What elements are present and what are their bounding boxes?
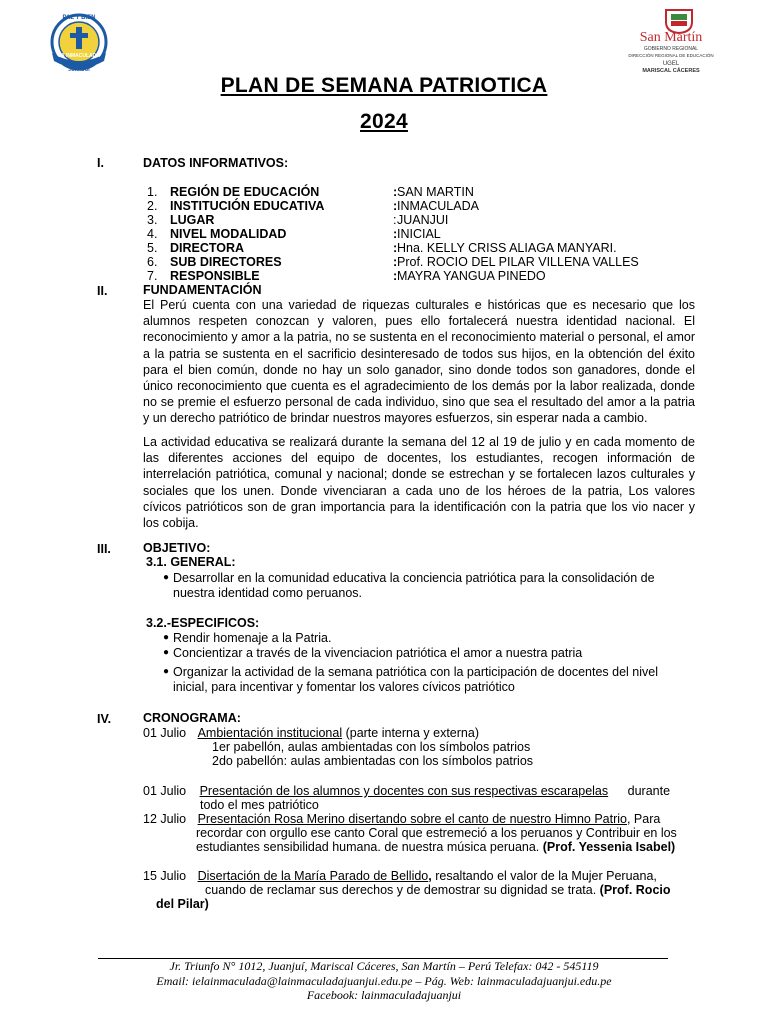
entry-text: cuando de reclamar sus derechos y de demostrar su dignidad se trata. (205, 883, 600, 897)
entry-line: todo el mes patriótico (200, 798, 319, 812)
info-colon: : (393, 227, 398, 241)
entry-text: (parte interna y externa) (342, 726, 479, 740)
schedule-entry-2 (143, 784, 670, 798)
info-label: NIVEL MODALIDAD (170, 227, 287, 241)
entry-responsible-cont: del Pilar) (156, 897, 209, 911)
info-item (147, 213, 687, 227)
info-value: INMACULADA (397, 199, 479, 213)
entry-title: Presentación de los alumnos y docentes con sus respectivas escarapelas (199, 784, 609, 798)
section2-number: II. (97, 284, 108, 298)
section4-heading: CRONOGRAMA: (143, 711, 241, 725)
list-item-text: Organizar la actividad de la semana patriótica con la participación de docentes del nivel inicial, para incentivar y fomentar los valores cívicos patriótico (173, 665, 659, 694)
crest-sub-text: JUANJUI (68, 67, 90, 73)
info-label: DIRECTORA (170, 241, 245, 255)
schedule-entry-4 (143, 869, 657, 883)
info-label: REGIÓN DE EDUCACIÓN (170, 185, 320, 199)
general-list (163, 571, 683, 600)
section3-heading: OBJETIVO: (143, 541, 211, 555)
info-num: 2. (147, 199, 158, 213)
info-label: INSTITUCIÓN EDUCATIVA (170, 199, 325, 213)
region-line1: GOBIERNO REGIONAL (643, 46, 699, 52)
list-item (163, 665, 683, 694)
crest-ribbon-text: LA INMACULADA (58, 53, 100, 59)
entry-sub-line: 1er pabellón, aulas ambientadas con los símbolos patrios (212, 740, 531, 754)
entry-text: estudiantes sensibilidad humana. de nuestra música peruana. (196, 840, 543, 854)
info-list (147, 185, 687, 283)
list-item-text: Desarrollar en la comunidad educativa la conciencia patriótica para la consolidación de nuestra identidad como peruanos. (173, 571, 655, 600)
list-item-text: Concientizar a través de la vivenciacion patriótica el amor a nuestra patria (173, 645, 583, 660)
entry-text: , Para (626, 812, 661, 826)
list-item (163, 571, 683, 600)
school-crest-icon (44, 13, 114, 75)
entry-responsible: (Prof. Yessenia Isabel) (542, 840, 676, 854)
info-colon: : (393, 199, 398, 213)
info-colon: : (393, 269, 398, 283)
footer-email: Email: ielainmaculada@lainmaculadajuanjui.edu.pe – Pág. Web: lainmaculadajuanjui.edu.pe (156, 974, 612, 988)
info-label: SUB DIRECTORES (170, 255, 282, 269)
entry-date: 12 Julio (143, 812, 187, 826)
region-line3: UGEL (662, 61, 680, 67)
entry-date: 15 Julio (143, 869, 187, 883)
fundamentacion-paragraph-1: El Perú cuenta con una variedad de riquezas culturales e históricas que es necesario que los alumnos respeten conozcan y valoren, pues ello fortalecerá nuestra identidad nacional. El reconocimiento y amor a la patria, no se sustenta en el reconocimiento material o personal, el amor a la patria se sustenta en el sacrificio desinteresado de todos sus hijos, en la obtención del éxito para el bien común, donde no hay un solo ganador, sino donde todos son ganadores, donde el único reconocimiento que cuenta es el agradecimiento de los demás por la labor realizada, donde no se premie el esfuerzo personal de cada individuo, sino que sea el resultado del amor a la patria y un derecho patriótico de brindar nuestros mayores esfuerzos, sin esperar nada a cambio. (143, 298, 695, 426)
info-value: Hna. KELLY CRISS ALIAGA MANYARI. (397, 241, 617, 255)
entry-text: resaltando el valor de la Mujer Peruana, (431, 869, 657, 883)
info-item (147, 255, 687, 269)
list-item (163, 631, 683, 646)
section3-number: III. (97, 542, 111, 556)
info-value: MAYRA YANGUA PINEDO (397, 269, 546, 283)
crest-top-text: PAZ Y BIEN (62, 15, 96, 21)
page-title: PLAN DE SEMANA PATRIOTICA (220, 74, 548, 97)
list-item-text: Rendir homenaje a la Patria. (173, 631, 332, 645)
entry-title: Ambientación institucional (197, 726, 343, 740)
info-num: 7. (147, 269, 158, 283)
info-num: 5. (147, 241, 158, 255)
school-crest-logo (44, 13, 114, 75)
entry-sub-line: 2do pabellón: aulas ambientadas con los símbolos patrios (212, 754, 534, 768)
bullet-icon: ● (163, 666, 170, 677)
page-year: 2024 (360, 110, 408, 133)
info-item (147, 199, 687, 213)
info-num: 4. (147, 227, 158, 241)
info-num: 1. (147, 185, 158, 199)
entry-line: recordar con orgullo ese canto Coral que estremeció a los peruanos y Contribuir en los (196, 826, 677, 840)
region-line2: DIRECCIÓN REGIONAL DE EDUCACIÓN (628, 53, 714, 58)
bullet-icon: ● (163, 572, 170, 583)
specific-list (163, 631, 683, 694)
info-colon: : (393, 185, 398, 199)
info-item (147, 185, 687, 199)
info-colon: : (393, 255, 398, 269)
info-num: 3. (147, 213, 158, 227)
list-item (163, 646, 683, 661)
info-num: 6. (147, 255, 158, 269)
region-logo (610, 4, 732, 76)
bullet-icon: ● (163, 646, 170, 658)
fundamentacion-paragraph-2: La actividad educativa se realizará durante la semana del 12 al 19 de julio y en cada momento de las diferentes acciones del equipo de docentes, los estudiantes, recogen información de interrelación patriótica, comunal y nacional; donde se estrechan y se fortalecen lazos culturales y sociales que los unen. Donde vivenciaran a cada uno de los héroes de la patria, Los valores cívicos patrióticos son de gran importancia para la identificación con la patria que los vio nacer y los cobija. (143, 435, 695, 531)
entry-line (196, 840, 675, 854)
info-value: INICIAL (397, 227, 441, 241)
info-value: JUANJUI (397, 213, 449, 227)
schedule-entry-3 (143, 812, 660, 826)
info-value: Prof. ROCIO DEL PILAR VILLENA VALLES (397, 255, 639, 269)
region-line4: MARISCAL CÁCERES (642, 68, 700, 74)
specific-heading: 3.2.-ESPECIFICOS: (146, 616, 260, 630)
region-title: San Martín (639, 30, 703, 45)
info-colon: : (393, 213, 397, 227)
entry-line (205, 883, 671, 897)
section4-number: IV. (97, 712, 112, 726)
info-item (147, 269, 687, 283)
footer-address: Jr. Triunfo N° 1012, Juanjuí, Mariscal Cáceres, San Martín – Perú Telefax: 042 - 545119 (169, 959, 599, 973)
info-item (147, 241, 687, 255)
schedule-entry-1 (143, 726, 479, 740)
info-colon: : (393, 241, 398, 255)
entry-title: Disertación de la María Parado de Bellido (197, 869, 429, 883)
section1-number: I. (97, 156, 104, 170)
footer-facebook: Facebook: lainmaculadajuanjui (306, 988, 462, 1002)
entry-date: 01 Julio (143, 726, 187, 740)
info-label: LUGAR (170, 213, 215, 227)
entry-date: 01 Julio (143, 784, 187, 798)
general-heading: 3.1. GENERAL: (146, 555, 236, 569)
info-item (147, 227, 687, 241)
info-label: RESPONSIBLE (170, 269, 260, 283)
entry-comma: , (428, 869, 432, 883)
entry-responsible: (Prof. Rocio (599, 883, 671, 897)
entry-title: Presentación Rosa Merino disertando sobre el canto de nuestro Himno Patrio (197, 812, 627, 826)
entry-text: durante (627, 784, 671, 798)
info-value: SAN MARTIN (397, 185, 474, 199)
section2-heading: FUNDAMENTACIÓN (143, 283, 262, 297)
bullet-icon: ● (163, 632, 170, 643)
section1-heading: DATOS INFORMATIVOS: (143, 156, 289, 170)
